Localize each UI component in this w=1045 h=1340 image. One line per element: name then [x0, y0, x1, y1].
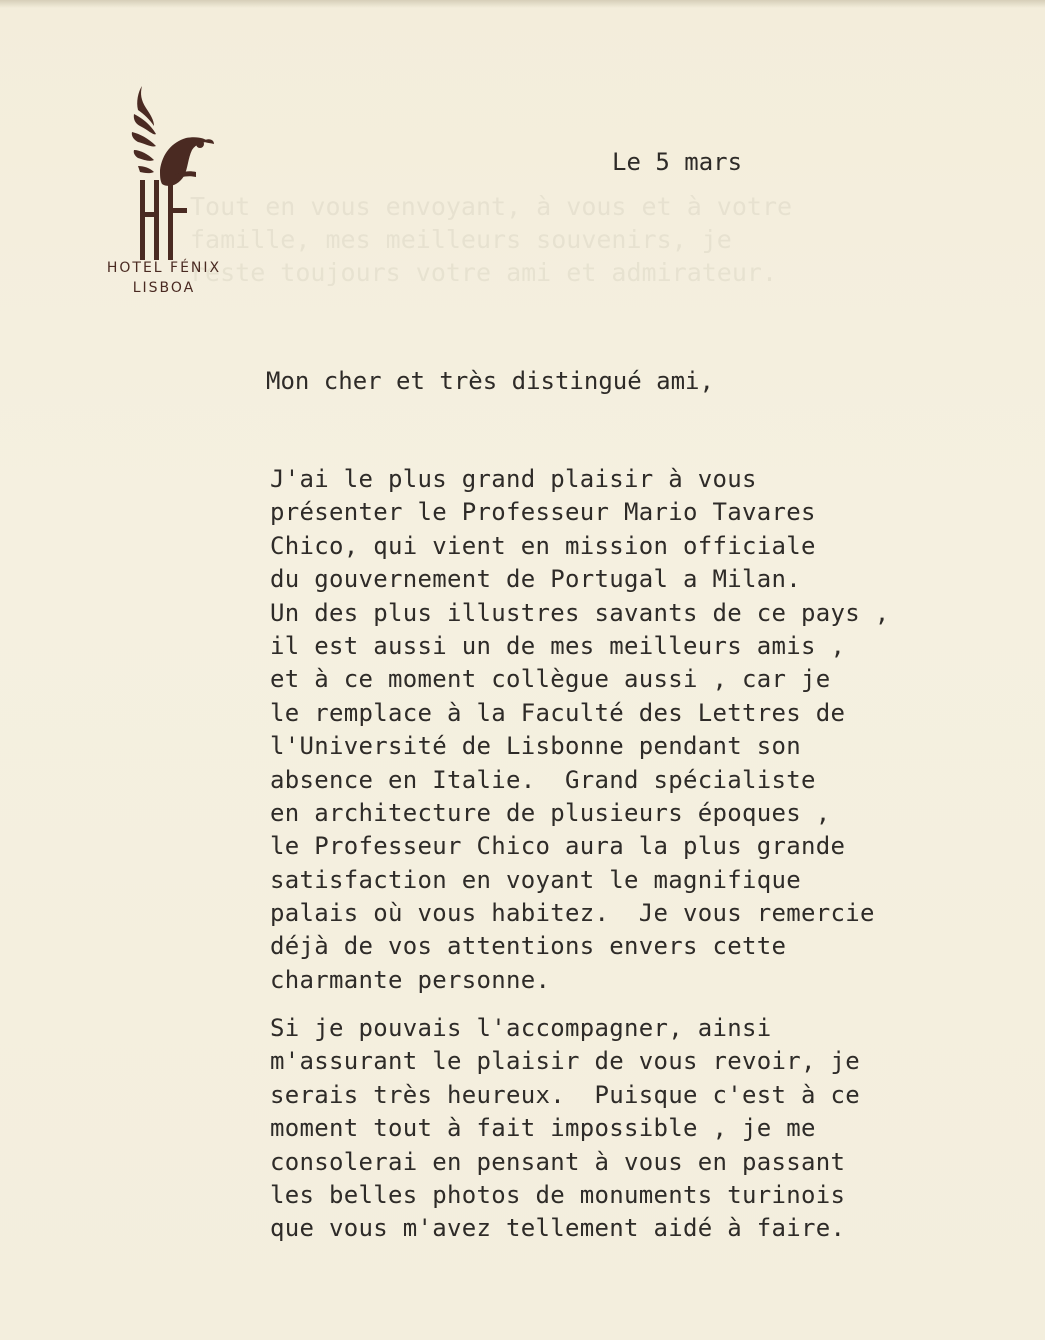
letter-salutation: Mon cher et très distingué ami,	[266, 367, 714, 395]
text-line: serais très heureux. Puisque c'est à ce	[270, 1080, 860, 1109]
show-through-text: Tout en vous envoyant, à vous et à votre famille, mes meilleurs souvenirs, je reste toujours votre ami et admirateur.	[190, 192, 793, 287]
text-line: consolerai en pensant à vous en passant	[270, 1147, 846, 1176]
text-line: Si je pouvais l'accompagner, ainsi	[270, 1014, 772, 1042]
paper-top-edge	[0, 0, 1045, 8]
text-line: et à ce moment collègue aussi , car je	[270, 665, 831, 694]
text-line: moment tout à fait impossible , je me	[270, 1114, 816, 1143]
text-line: du gouvernement de Portugal a Milan.	[270, 565, 801, 594]
letter-paragraph-2	[270, 1012, 860, 1246]
text-line: les belles photos de monuments turinois	[270, 1180, 846, 1209]
text-line: absence en Italie. Grand spécialiste	[270, 765, 816, 794]
text-line: en architecture de plusieurs époques ,	[270, 798, 831, 827]
text-line: le Professeur Chico aura la plus grande	[270, 832, 846, 861]
letterhead-text	[84, 258, 244, 298]
hotel-city: LISBOA	[132, 280, 196, 296]
text-line: Un des plus illustres savants de ce pays ,	[270, 598, 890, 627]
text-line: Chico, qui vient en mission officiale	[270, 531, 816, 560]
text-line: satisfaction en voyant le magnifique	[270, 865, 801, 894]
letter-date: Le 5 mars	[612, 148, 743, 176]
text-line: m'assurant le plaisir de vous revoir, je	[270, 1047, 860, 1076]
text-line: il est aussi un de mes meilleurs amis ,	[270, 631, 846, 660]
text-line: présenter le Professeur Mario Tavares	[270, 498, 816, 527]
text-line: J'ai le plus grand plaisir à vous	[270, 465, 757, 493]
text-line: charmante personne.	[270, 965, 551, 994]
text-line: l'Université de Lisbonne pendant son	[270, 732, 801, 761]
text-line: déjà de vos attentions envers cette	[270, 932, 787, 961]
letter-paragraph-1	[270, 463, 889, 997]
text-line: palais où vous habitez. Je vous remercie	[270, 899, 875, 928]
hotel-name: HOTEL FÉNIX	[106, 260, 222, 276]
text-line: le remplace à la Faculté des Lettres de	[270, 698, 846, 727]
text-line: que vous m'avez tellement aidé à faire.	[270, 1214, 846, 1243]
